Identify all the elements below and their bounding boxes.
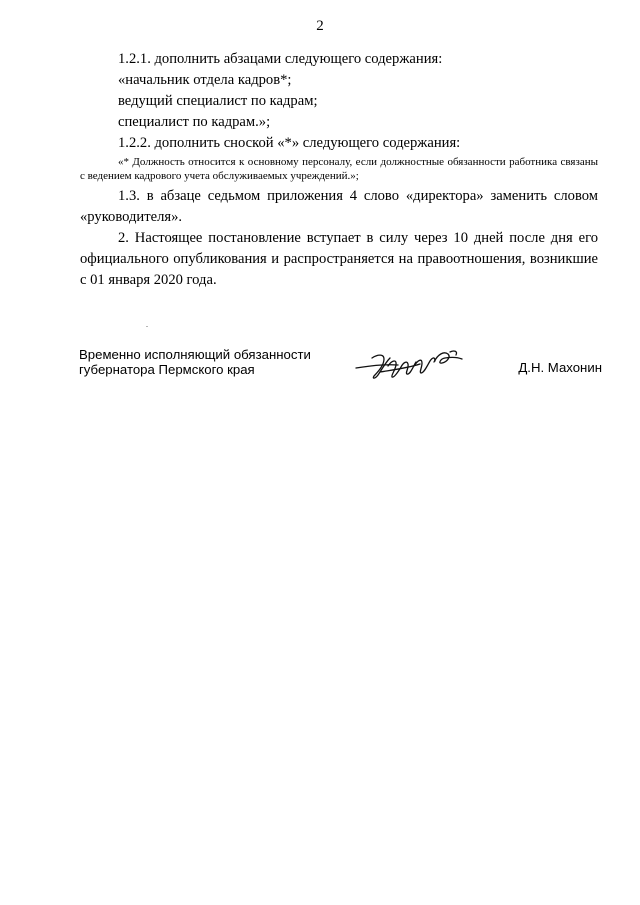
signatory-name: Д.Н. Махонин <box>518 360 602 375</box>
paragraph-lead-hr-specialist: ведущий специалист по кадрам; <box>118 93 318 109</box>
paragraph-hr-specialist: специалист по кадрам.»; <box>118 114 271 130</box>
paragraph-1-3: 1.3. в абзаце седьмом приложения 4 слово «директора» заменить словом «руководителя». <box>80 188 598 225</box>
footnote-text: «* Должность относится к основному персоналу, если должностные обязанности работника связаны с ведением кадрового учета обслуживаемых учреждений.»; <box>80 156 598 182</box>
scan-speck <box>146 326 148 327</box>
page-number: 2 <box>316 18 324 34</box>
signatory-title <box>79 347 339 377</box>
paragraph-head-of-hr: «начальник отдела кадров*; <box>118 72 292 88</box>
signatory-title-line-2: губернатора Пермского края <box>79 362 255 377</box>
document-body <box>80 49 598 291</box>
paragraph-1-2-2: 1.2.2. дополнить сноской «*» следующего содержания: <box>118 135 461 151</box>
paragraph-1-2-1: 1.2.1. дополнить абзацами следующего содержания: <box>118 51 443 67</box>
paragraph-2: 2. Настоящее постановление вступает в силу через 10 дней после дня его официального опубликования и распространяется на правоотношения, возникшие с 01 января 2020 года. <box>80 230 598 288</box>
handwritten-signature <box>350 342 470 384</box>
signatory-title-line-1: Временно исполняющий обязанности <box>79 347 311 362</box>
